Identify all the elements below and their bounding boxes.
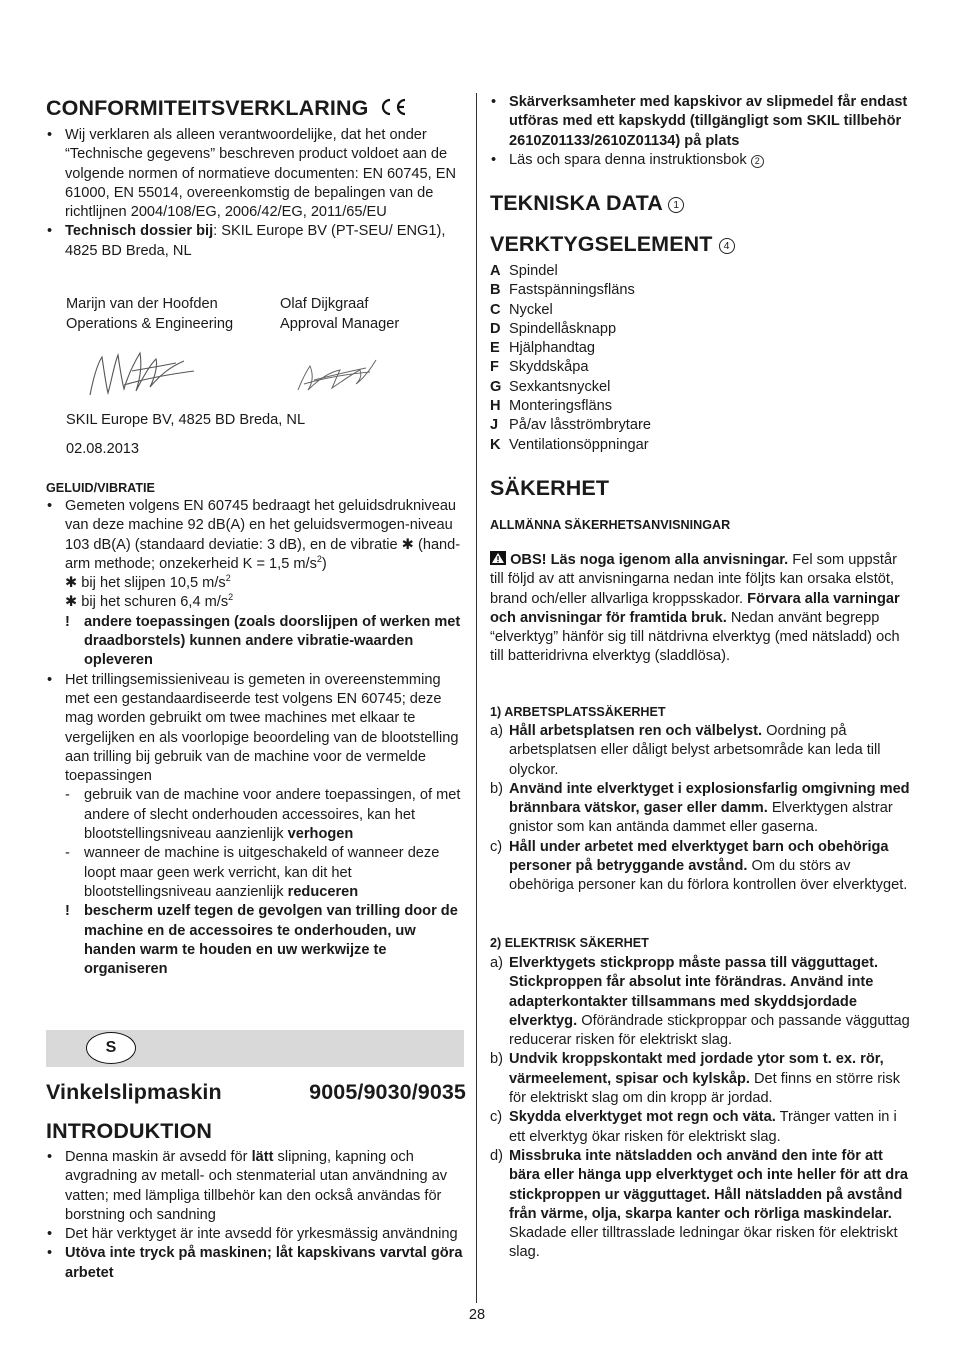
work-area-item-c: c) Håll under arbetet med elverktyget barn och obehöriga personer på betryggande avstånd. Om du störs av obehöriga personer kan du förlora kontrollen över elverktyget.: [490, 838, 908, 894]
exposure-reduce-bold: reduceren: [287, 883, 359, 900]
tool-element-item: [490, 378, 910, 397]
safety-intro: [490, 551, 910, 667]
cutting-guard-bullet: [490, 93, 910, 151]
conformity-list: [46, 126, 466, 261]
signatory-2-title: Approval Manager: [280, 315, 400, 332]
signatory-1-name: Marijn van der Hoofden: [66, 296, 218, 312]
noise-bullet-1: • Gemeten volgens EN 60745 bedraagt het geluidsdrukniveau van deze machine 92 dB(A) en het geluidsvermogen-niveau 103 dB(A) (standaard deviatie: 3 dB), en de vibratie ✱ (hand-arm methode; onzekerheid K = 1,5 $m/s^2$): [46, 497, 466, 574]
exposure-increase-note: - gebruik van de machine voor andere toepassingen, of met andere of slecht onderhouden accessoires, kan het blootstellingsniveau aanzienlijk verhogen: [65, 787, 461, 843]
asterisk-icon: ✱: [401, 536, 414, 553]
technical-data-heading: [490, 190, 684, 216]
exposure-reduce-text: wanneer de machine is uitgeschakeld of wanneer deze loopt maar geen werk verricht, kan dit het blootstellingsniveau aanzienlijk: [84, 845, 440, 900]
tool-element-label: På/av låsströmbrytare: [509, 417, 651, 434]
intro-bullet-2: • Det här verktyget är inte avsedd för yrkesmässig användning: [46, 1225, 466, 1244]
electrical-d-text: Skadade eller tilltrasslade ledningar ökar risken för elektriskt slag.: [509, 1225, 898, 1261]
read-manual-text: Läs och spara denna instruktionsbok: [509, 151, 747, 168]
noise-method-text: (hand-arm methode; onzekerheid K = 1,5 m/s: [65, 536, 461, 572]
electrical-a-bold: Elverktygets stickpropp måste passa till vägguttaget. Stickproppen får absolut inte förändras. Använd inte adapterkontakter tillsammans med skyddsjordade elverktyg.: [509, 955, 879, 1029]
intro-bullet-1-c: slipning, kapning och avgradning av metall- och stenmaterial utan användning av vatten; med lämpliga tillbehör kan den också användas för borstning och sandning: [65, 1149, 448, 1223]
tool-element-item: [490, 339, 910, 358]
language-band: [46, 1030, 464, 1067]
warning-other-applications: ! andere toepassingen (zoals doorslijpen of werken met draadborstels) kunnen andere vibratie-waarden opleveren: [65, 613, 461, 669]
vibration-grinding: ✱ bij het slijpen 10,5 $m/s^2$: [65, 573, 231, 592]
electrical-a-text: Oförändrade stickproppar och passande vägguttag reducerar risken för elektriskt slag.: [509, 1012, 910, 1049]
work-area-c-text: Om du störs av obehöriga personer kan du förlora kontrollen över elverktyget.: [509, 858, 908, 894]
tool-elements-heading: [490, 231, 735, 257]
electrical-item-a: a) Elverktygets stickpropp måste passa till vägguttaget. Stickproppen får absolut inte förändras. Använd inte adapterkontakter tillsammans med skyddsjordade elverktyg. Oförändrade stickproppar och passande vägguttag reducerar risken för elektriskt slag.: [490, 955, 910, 1049]
intro-bullet-1-bold: lätt: [251, 1149, 274, 1165]
declaration-date: 02.08.2013: [66, 441, 140, 457]
figure-ref-badge: 1: [668, 197, 684, 213]
conformity-heading-text: CONFORMITEITSVERKLARING: [46, 96, 369, 120]
exposure-reduce-note: - wanneer de machine is uitgeschakeld of wanneer deze loopt maar geen werk verricht, kan dit het blootstellingsniveau aanzienlijk reduceren: [65, 845, 440, 900]
signatory-1: [66, 295, 266, 334]
electrical-d-bold: Missbruka inte nätsladden och använd den inte för att bära eller hänga upp elverktyget och inte heller för att dra stickproppen ur vägguttaget. Håll nätsladden på avstånd från värme, olja, skarpa kanter och rörliga maskindelar.: [509, 1147, 909, 1222]
electrical-safety-list: [490, 954, 910, 1263]
noise-measurement-text: Gemeten volgens EN 60745 bedraagt het geluidsdrukniveau van deze machine 92 dB(A) en het geluidsvermogen-niveau 103 dB(A) (standaard deviatie: 3 dB), en de vibratie: [65, 498, 457, 553]
figure-ref-badge: 4: [719, 238, 735, 254]
technical-data-text: TEKNISKA DATA: [490, 191, 663, 215]
tool-element-key: C: [490, 301, 501, 318]
read-manual-bullet: [490, 151, 910, 170]
obs-paragraph: [490, 551, 910, 667]
noise-bullet-2: • Het trillingsemissieniveau is gemeten in overeenstemming met een gestandaardiseerde test volgens EN 60745; deze mag worden gebruikt om twee machines met elkaar te vergelijken en als voorlopige beoordeling van de blootstelling aan trilling bij gebruik van de machine voor de vermelde toepassingen: [46, 671, 466, 787]
intro-bullet-1-a: Denna maskin är avsedd för: [65, 1149, 248, 1165]
obs-bold: OBS! Läs noga igenom alla anvisningar.: [510, 552, 789, 568]
work-area-a-bold: Håll arbetsplatsen ren och välbelyst.: [509, 723, 763, 739]
work-area-c-bold: Håll under arbetet med elverktyget barn och obehöriga personer på betryggande avstånd.: [509, 838, 889, 875]
signature-1-image: [84, 345, 204, 405]
tool-element-key: A: [490, 263, 501, 279]
signature-2-image: [290, 350, 390, 400]
tool-element-label: Skyddskåpa: [509, 359, 589, 376]
work-area-a-text: Oordning på arbetsplatsen eller dåligt belyst arbetsområde kan leda till olyckor.: [509, 723, 881, 778]
tool-element-key: H: [490, 398, 501, 415]
tool-element-item: [490, 436, 910, 455]
tool-elements-list: [490, 262, 910, 455]
tool-element-item: [490, 320, 910, 339]
tool-element-key: D: [490, 320, 501, 337]
conformity-bullet-1: • Wij verklaren als alleen verantwoordelijke, dat het onder “Technische gegevens” beschreven product voldoet aan de volgende normen of normatieve documenten: EN 60745, EN 61000, EN 55014, overeenkomstig de bepalingen van de richtlijnen 2004/108/EG, 2006/42/EG, 2011/65/EU: [46, 126, 466, 222]
electrical-safety-heading: 2) ELEKTRISK SÄKERHET: [490, 936, 649, 950]
tool-element-key: J: [490, 417, 499, 434]
keep-instructions-text: Nedan använt begrepp “elverktyg” hänför sig till nätdrivna elverktyg (med nätsladd) och till batteridrivna elverktyg (sladdlösa).: [490, 609, 900, 665]
tool-element-key: F: [490, 359, 499, 376]
introduction-list: [46, 1148, 466, 1283]
product-models: 9005/9030/9035: [309, 1080, 466, 1104]
tool-element-item: [490, 262, 910, 281]
work-area-safety-heading: 1) ARBETSPLATSSÄKERHET: [490, 705, 666, 719]
noise-vibration-heading: GELUID/VIBRATIE: [46, 481, 155, 495]
tool-element-label: Sexkantsnyckel: [509, 378, 611, 395]
signatory-2: [280, 295, 470, 334]
column-divider: [476, 93, 477, 1303]
vibration-sanding-value: bij het schuren 6,4 m/s: [81, 594, 229, 611]
exposure-increase-text: gebruik van de machine voor andere toepassingen, of met andere of slecht onderhouden accessoires, kan het blootstellingsniveau aanzienlijk: [84, 787, 461, 843]
company-address: SKIL Europe BV, 4825 BD Breda, NL: [66, 412, 306, 428]
warning-protect-yourself: ! bescherm uzelf tegen de gevolgen van trilling door de machine en de accessoires te onderhouden, uw handen warm te houden en uw werkwijze te organiseren: [65, 903, 458, 978]
safety-heading: SÄKERHET: [490, 476, 610, 500]
right-top-list: [490, 93, 910, 170]
signatory-1-title: Operations & Engineering: [66, 315, 234, 332]
electrical-c-text: Tränger vatten in i ett elverktyg ökar risken för elektriskt slag.: [509, 1109, 897, 1145]
conformity-heading: [46, 95, 466, 121]
tool-elements-text: VERKTYGSELEMENT: [490, 232, 713, 256]
warning-other-applications-text: andere toepassingen (zoals doorslijpen of werken met draadborstels) kunnen andere vibratie-waarden opleveren: [84, 613, 461, 669]
work-area-item-b: b) Använd inte elverktyget i explosionsfarlig omgivning med brännbara vätskor, gaser eller damm. Elverktygen alstrar gnistor som kan antända dammet eller gaserna.: [490, 780, 910, 836]
conformity-bullet-2: [46, 222, 466, 261]
tool-element-key: E: [490, 340, 500, 357]
noise-vibration-section: [46, 497, 466, 979]
warning-protect-yourself-text: bescherm uzelf tegen de gevolgen van trilling door de machine en de accessoires te onderhouden, uw handen warm te houden en uw werkwijze te organiseren: [84, 903, 458, 978]
work-area-safety-list: [490, 722, 910, 896]
asterisk-icon: ✱: [65, 575, 78, 592]
tool-element-item: [490, 397, 910, 416]
electrical-b-bold: Undvik kroppskontakt med jordade ytor som t. ex. rör, värmeelement, spisar och kylskåp.: [509, 1051, 884, 1087]
general-safety-heading: ALLMÄNNA SÄKERHETSANVISNINGAR: [490, 518, 731, 532]
tool-element-key: G: [490, 378, 502, 395]
tech-dossier-address: : SKIL Europe BV (PT-SEU/ ENG1), 4825 BD Breda, NL: [65, 223, 446, 259]
tool-element-item: [490, 301, 910, 320]
electrical-b-text: Det finns en större risk för elektriskt slag om din kropp är jordad.: [509, 1070, 900, 1107]
tool-element-label: Ventilationsöppningar: [509, 436, 649, 453]
intro-bullet-3-text: Utöva inte tryck på maskinen; låt kapskivans varvtal göra arbetet: [65, 1245, 463, 1281]
tool-element-item: [490, 416, 910, 435]
electrical-item-b: b) Undvik kroppskontakt med jordade ytor som t. ex. rör, värmeelement, spisar och kylskåp. Det finns en större risk för elektriskt slag om din kropp är jordad.: [490, 1051, 900, 1107]
tool-element-item: [490, 358, 910, 377]
tool-element-label: Fastspänningsfläns: [509, 282, 635, 299]
tool-element-label: Spindellåsknapp: [509, 320, 617, 337]
electrical-item-d: d) Missbruka inte nätsladden och använd den inte för att bära eller hänga upp elverktyget och inte heller för att dra stickproppen ur vägguttaget. Håll nätsladden på avstånd från värme, olja, skarpa kanter och rörliga maskindelar. Skadade eller tilltrasslade ledningar ökar risken för elektriskt slag.: [490, 1147, 909, 1261]
product-name: Vinkelslipmaskin: [46, 1080, 222, 1104]
asterisk-icon: ✱: [65, 594, 78, 611]
tool-element-key: K: [490, 436, 501, 453]
electrical-item-c: c) Skydda elverktyget mot regn och väta. Tränger vatten in i ett elverktyg ökar risken för elektriskt slag.: [490, 1109, 897, 1145]
vibration-sanding: ✱ bij het schuren 6,4 $m/s^2$: [65, 592, 234, 611]
vibration-grinding-value: bij het slijpen 10,5 m/s: [81, 575, 226, 592]
ce-mark-icon: [378, 98, 408, 116]
cutting-guard-text: Skärverksamheter med kapskivor av slipmedel får endast utföras med ett kapskydd (tillgängligt som SKIL tillbehör 2610Z01133/2610Z01134) på plats: [509, 94, 908, 149]
tool-element-label: Nyckel: [509, 301, 553, 318]
intro-bullet-1: [46, 1148, 466, 1225]
work-area-b-bold: Använd inte elverktyget i explosionsfarlig omgivning med brännbara vätskor, gaser eller damm.: [509, 780, 910, 817]
page-number: 28: [468, 1307, 486, 1323]
introduction-heading: INTRODUKTION: [46, 1119, 213, 1143]
intro-bullet-3: [46, 1244, 466, 1283]
warning-triangle-icon: [490, 551, 506, 565]
tool-element-item: [490, 281, 910, 300]
figure-ref-badge: 2: [751, 155, 764, 168]
signatory-2-name: Olaf Dijkgraaf: [280, 296, 369, 312]
tool-element-label: Hjälphandtag: [509, 340, 596, 357]
work-area-item-a: a) Håll arbetsplatsen ren och välbelyst. Oordning på arbetsplatsen eller dåligt belyst arbetsområde kan leda till olyckor.: [490, 723, 881, 778]
tool-element-key: B: [490, 282, 501, 299]
work-area-b-text: Elverktygen alstrar gnistor som kan antända dammet eller gaserna.: [509, 800, 893, 836]
electrical-c-bold: Skydda elverktyget mot regn och väta.: [509, 1109, 776, 1126]
language-code-badge: S: [86, 1032, 136, 1064]
tool-element-label: Monteringsfläns: [509, 398, 613, 415]
obs-text: Fel som uppstår till följd av att anvisningarna nedan inte följts kan orsaka elstöt, brand och/eller allvarliga kroppsskador.: [490, 552, 897, 607]
tech-dossier-label: Technisch dossier bij: [65, 223, 214, 240]
exposure-increase-bold: verhogen: [287, 826, 354, 843]
keep-instructions-bold: Förvara alla varningar och anvisningar för framtida bruk.: [490, 590, 900, 626]
tool-element-label: Spindel: [509, 263, 558, 279]
